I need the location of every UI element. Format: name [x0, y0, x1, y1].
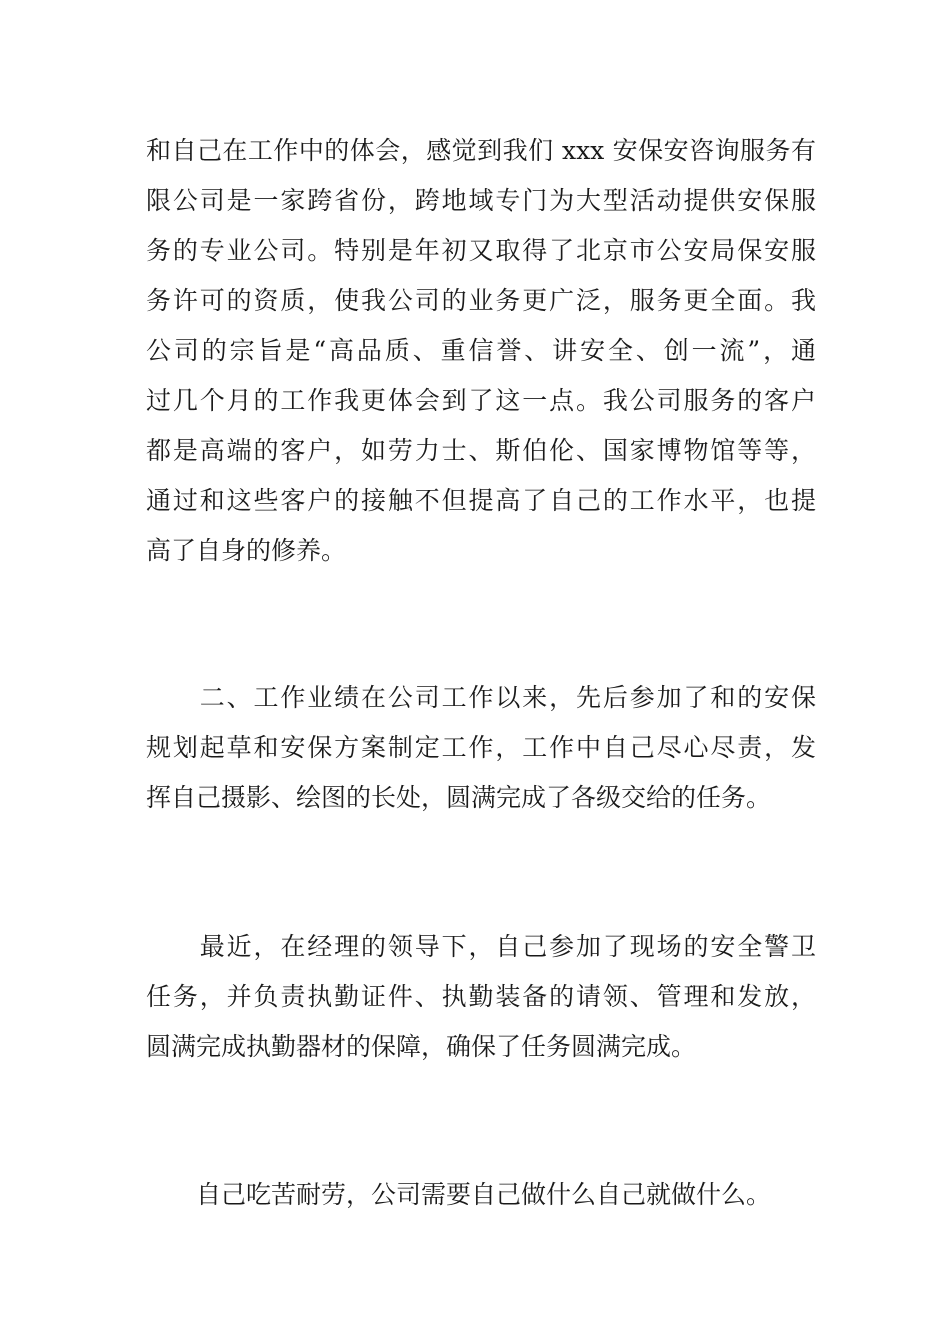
- text-line: 规划起草和安保方案制定工作，工作中自己尽心尽责，发: [146, 733, 816, 762]
- text-line: 任务，并负责执勤证件、执勤装备的请领、管理和发放，: [146, 982, 816, 1011]
- paragraph-experience: [146, 126, 816, 576]
- text-line: 务的专业公司。特别是年初又取得了北京市公安局保安服: [146, 236, 816, 265]
- paragraph-recent-tasks: [146, 922, 816, 1072]
- text-line: 务许可的资质，使我公司的业务更广泛，服务更全面。我: [146, 286, 816, 315]
- text-line: 圆满完成执勤器材的保障，确保了任务圆满完成。: [146, 1032, 697, 1061]
- paragraph-work-achievements: [146, 673, 816, 823]
- text-line: 限公司是一家跨省份，跨地域专门为大型活动提供安保服: [146, 186, 816, 215]
- text-line: 都是高端的客户，如劳力士、斯伯伦、国家博物馆等等，: [146, 436, 816, 465]
- text-line: 挥自己摄影、绘图的长处，圆满完成了各级交给的任务。: [146, 783, 772, 812]
- text-line: 高了自身的修养。: [146, 536, 347, 565]
- text-line: 和自己在工作中的体会，感觉到我们 xxx 安保安咨询服务有: [146, 136, 816, 165]
- text-line: 最近，在经理的领导下，自己参加了现场的安全警卫: [146, 932, 816, 961]
- text-line: 公司的宗旨是“高品质、重信誉、讲安全、创一流”，通: [146, 336, 816, 365]
- text-line: 二、工作业绩在公司工作以来，先后参加了和的安保: [146, 683, 816, 712]
- text-line: 通过和这些客户的接触不但提高了自己的工作水平，也提: [146, 486, 816, 515]
- paragraph-hardworking: [146, 1170, 816, 1220]
- text-line: 过几个月的工作我更体会到了这一点。我公司服务的客户: [146, 386, 816, 415]
- text-line: 自己吃苦耐劳，公司需要自己做什么自己就做什么。: [146, 1180, 772, 1209]
